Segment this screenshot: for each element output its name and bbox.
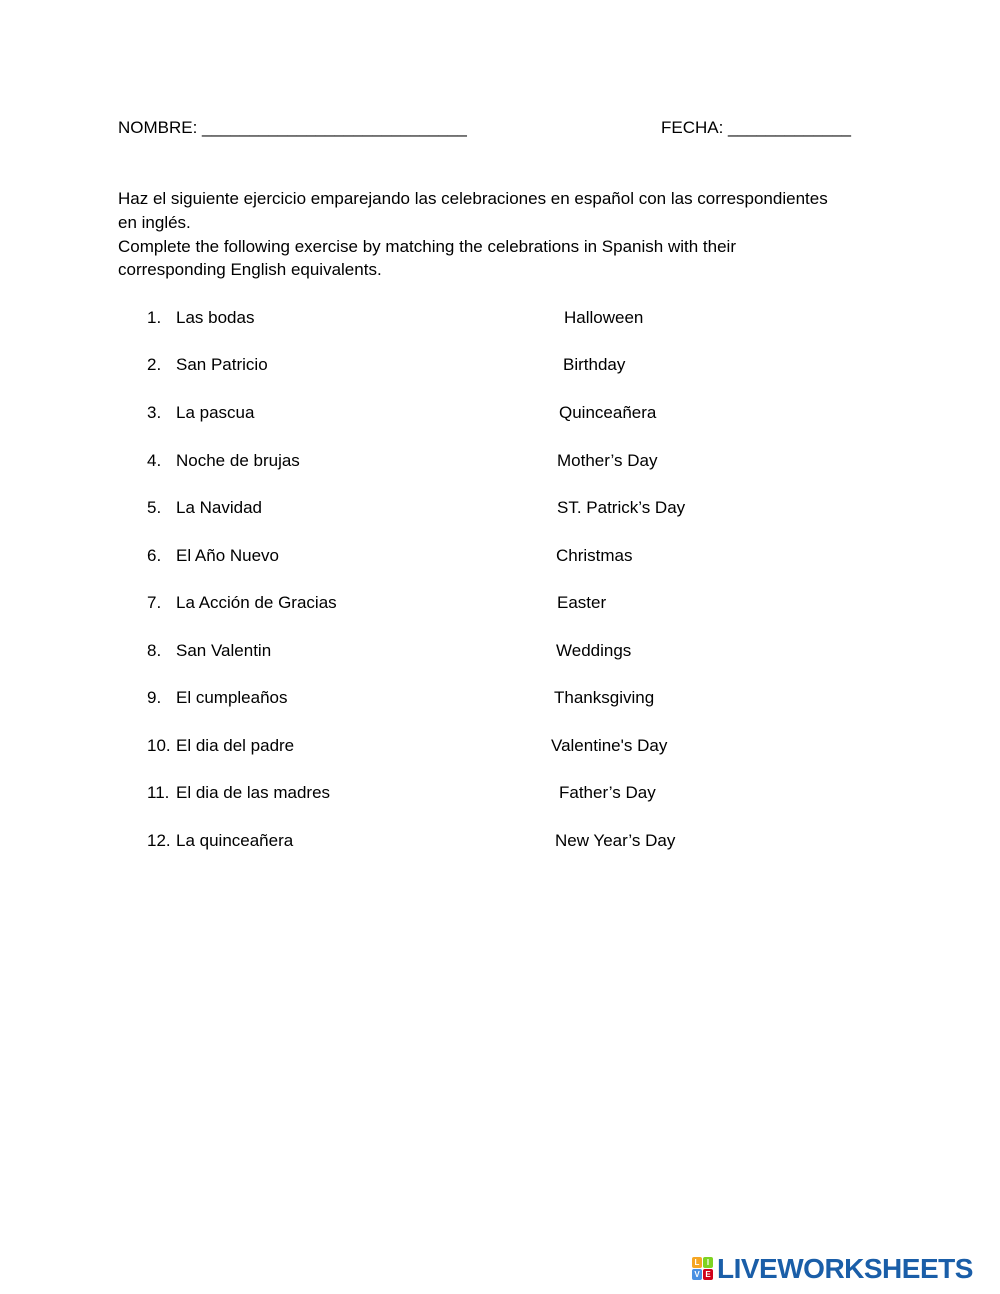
item-number: 12.: [147, 831, 171, 850]
spanish-celebration: La quinceañera: [176, 831, 294, 850]
item-number: 5.: [147, 498, 162, 517]
english-celebration: Quinceañera: [559, 403, 657, 422]
spanish-celebration: El dia del padre: [176, 736, 295, 755]
item-number: 4.: [147, 451, 162, 470]
spanish-celebration: El Año Nuevo: [176, 546, 280, 565]
english-celebration: Mother’s Day: [557, 451, 658, 470]
liveworksheets-logo-icon: [692, 1257, 714, 1281]
liveworksheets-logo: [692, 1254, 973, 1284]
instructions-english-line-2: corresponding English equivalents.: [118, 260, 382, 279]
spanish-celebration: El cumpleaños: [176, 688, 288, 707]
english-celebration: Thanksgiving: [554, 688, 655, 707]
logo-mark-letter: V: [692, 1269, 702, 1280]
date-field-line: FECHA: _____________: [661, 118, 851, 137]
spanish-celebration: La Acción de Gracias: [176, 593, 337, 612]
logo-mark-letter: L: [692, 1257, 702, 1268]
spanish-celebration: El dia de las madres: [176, 783, 331, 802]
english-celebration: New Year’s Day: [555, 831, 676, 850]
logo-mark-letter: E: [703, 1269, 713, 1280]
english-celebration: Valentine's Day: [551, 736, 668, 755]
english-celebration: Father’s Day: [559, 783, 656, 802]
item-number: 7.: [147, 593, 162, 612]
spanish-celebration: San Patricio: [176, 355, 268, 374]
instructions-spanish-line-1: Haz el siguiente ejercicio emparejando las celebraciones en español con las correspondientes: [118, 189, 828, 208]
name-field-line: NOMBRE: ____________________________: [118, 118, 467, 137]
english-celebration: Halloween: [564, 308, 644, 327]
spanish-celebration: Noche de brujas: [176, 451, 300, 470]
logo-mark-letter: I: [703, 1257, 713, 1268]
item-number: 1.: [147, 308, 162, 327]
spanish-celebration: La Navidad: [176, 498, 263, 517]
instructions-spanish-line-2: en inglés.: [118, 213, 191, 232]
english-celebration: Weddings: [556, 641, 632, 660]
english-celebration: ST. Patrick’s Day: [557, 498, 686, 517]
spanish-celebration: Las bodas: [176, 308, 255, 327]
instructions-english-line-1: Complete the following exercise by matching the celebrations in Spanish with their: [118, 237, 736, 256]
english-celebration: Christmas: [556, 546, 633, 565]
item-number: 8.: [147, 641, 162, 660]
english-celebration: Birthday: [563, 355, 626, 374]
english-celebration: Easter: [557, 593, 607, 612]
spanish-celebration: La pascua: [176, 403, 255, 422]
spanish-celebration: San Valentin: [176, 641, 272, 660]
logo-wordmark: LIVEWORKSHEETS: [717, 1253, 973, 1284]
item-number: 10.: [147, 736, 171, 755]
item-number: 3.: [147, 403, 162, 422]
item-number: 6.: [147, 546, 162, 565]
item-number: 2.: [147, 355, 162, 374]
item-number: 11.: [147, 783, 170, 802]
item-number: 9.: [147, 688, 162, 707]
